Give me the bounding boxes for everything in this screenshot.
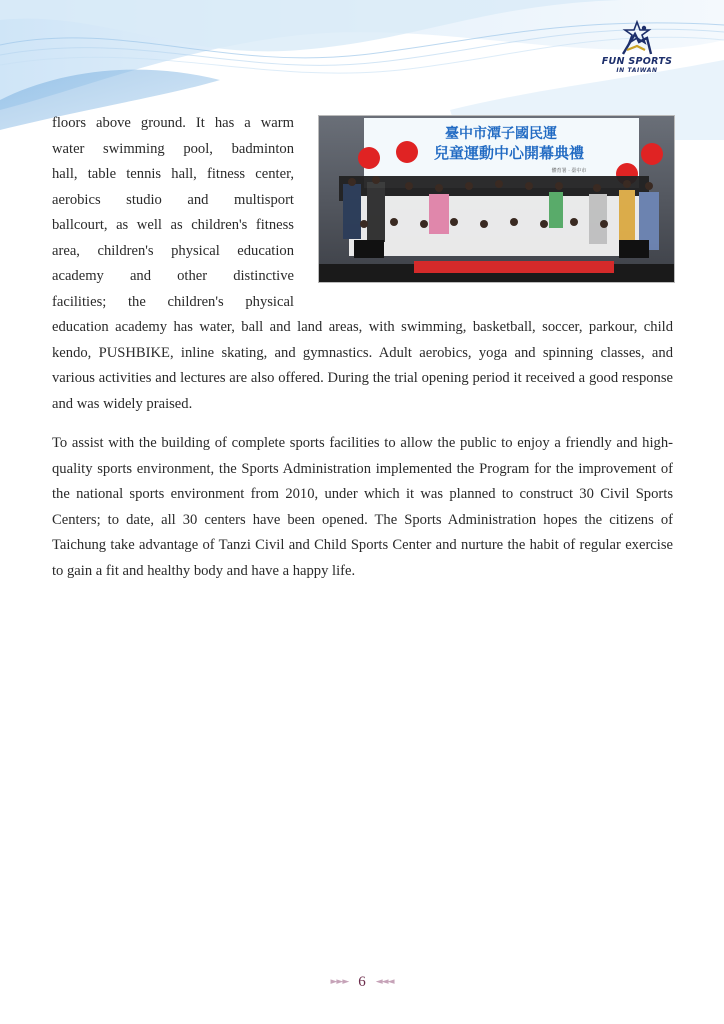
page-number: 6: [358, 974, 366, 990]
fun-sports-logo: [600, 20, 674, 80]
page-footer: [0, 974, 724, 991]
text-line: aerobics studio and multisport: [52, 191, 294, 208]
text-line: area, children's physical education: [52, 242, 294, 259]
text-line: facilities; the children's physical: [52, 293, 294, 310]
text-line: ballcourt, as well as children's fitness: [52, 217, 294, 233]
banner-subtitle: 體育署 · 臺中市: [551, 168, 587, 174]
athlete-star-icon: [617, 20, 657, 56]
text-line: academy and other distinctive: [52, 268, 294, 284]
banner-title-line2: 兒童運動中心開幕典禮: [433, 144, 585, 162]
text-line: floors above ground. It has a warm: [52, 115, 294, 131]
paragraph-wrapped-lines: [52, 111, 294, 315]
ceremony-photo: [318, 115, 675, 283]
logo-subtitle: IN TAIWAN: [616, 67, 658, 74]
left-arrows-icon: ◄◄◄: [375, 977, 394, 987]
right-arrows-icon: ►►►: [330, 977, 349, 987]
banner-title-line1: 臺中市潭子國民運: [445, 126, 557, 142]
paragraph-2: To assist with the building of complete sports facilities to allow the public to enjoy a friendly and high-quality sports environment, the Sports Administration implemented the Program for the improvement of the national sports environment from 2010, under which it was planned to construct 30 Civil Sports Centers; to date, all 30 centers have been opened. The Sports Administration hopes the citizens of Taichung take advantage of Tanzi Civil and Child Sports Center and nurture the habit of regular exercise to gain a fit and healthy body and have a happy life.: [52, 435, 673, 579]
paragraph-1-continuation: education academy has water, ball and land areas, with swimming, basketball, soccer, parkour, child kendo, PUSHBIKE, inline skating, and gymnastics. Adult aerobics, yoga and spinning classes, and various activities and lectures are also offered. During the trial opening period it received a good response and was widely praised.: [52, 319, 673, 412]
logo-title: FUN SPORTS: [601, 56, 673, 67]
text-line: hall, table tennis hall, fitness center,: [52, 166, 294, 182]
text-line: water swimming pool, badminton: [52, 140, 294, 157]
